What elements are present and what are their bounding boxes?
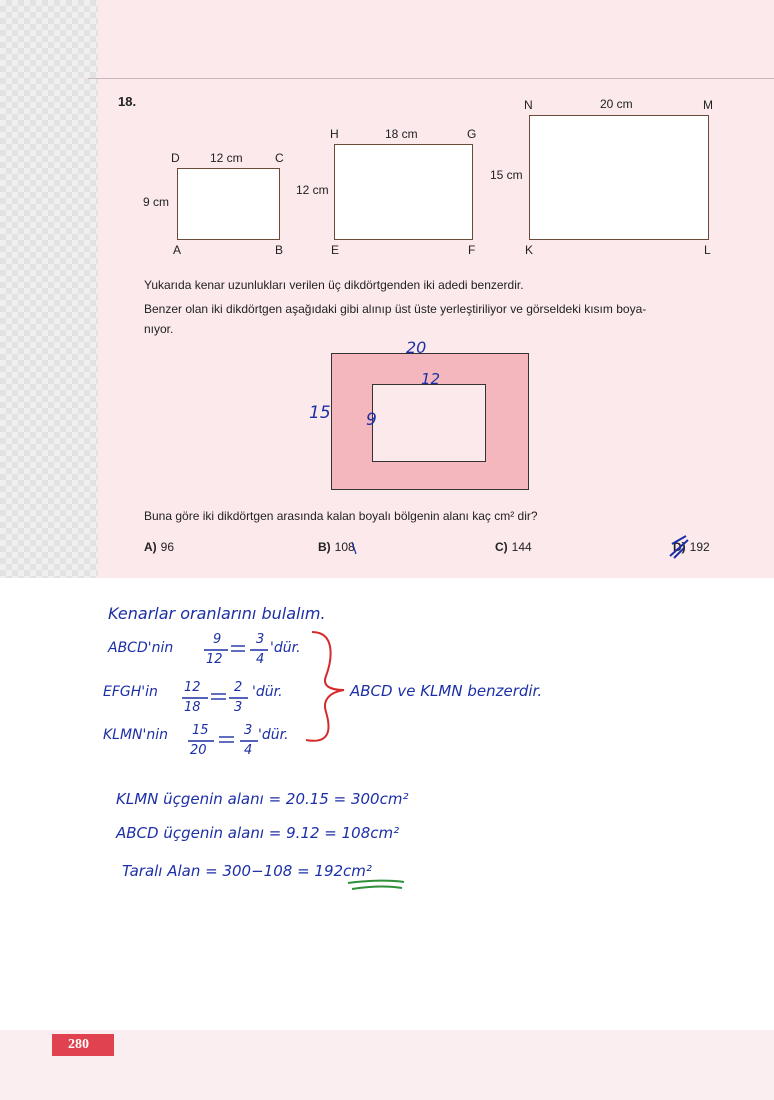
efgh-num2: 2 — [234, 680, 243, 695]
efgh-suffix: 'dür. — [252, 684, 283, 700]
page-number-badge: 280 — [52, 1034, 114, 1056]
abcd-den2: 4 — [256, 652, 265, 667]
label-l: L — [704, 243, 711, 257]
abcd-suffix: 'dür. — [270, 640, 301, 656]
option-c-value: 144 — [511, 540, 532, 554]
label-e: E — [331, 243, 340, 257]
question-text-line2: Benzer olan iki dikdörtgen aşağıdaki gibi alınıp üst üste yerleştiriliyor ve görseldeki kısım boya- — [144, 302, 647, 316]
abcd-ratio-prefix: ABCD'nin — [108, 640, 174, 656]
abcd-den1: 12 — [206, 652, 223, 667]
option-d-value: 192 — [689, 540, 710, 554]
klmn-num2: 3 — [244, 723, 253, 738]
abcd-top-length: 12 cm — [210, 151, 243, 165]
abcd-num1: 9 — [213, 632, 222, 647]
label-a: A — [173, 243, 182, 257]
question-text-line3: nıyor. — [144, 322, 174, 336]
footer-band — [0, 1030, 774, 1100]
hand-label-top-20: 20 — [406, 338, 427, 357]
area-abcd: ABCD üçgenin alanı = 9.12 = 108cm² — [116, 824, 400, 842]
option-b-letter: B) — [318, 540, 331, 554]
hand-label-inner-9: 9 — [366, 410, 377, 430]
klmn-suffix: 'dür. — [258, 727, 289, 743]
hand-label-left-15: 15 — [309, 403, 331, 423]
klmn-top-length: 20 cm — [600, 97, 633, 111]
solution-line-ratios: Kenarlar oranlarını bulalım. — [108, 604, 326, 623]
efgh-top-length: 18 cm — [385, 127, 418, 141]
option-b-value: 108 — [334, 540, 355, 554]
efgh-den2: 3 — [234, 700, 243, 715]
label-g: G — [467, 127, 477, 141]
klmn-den2: 4 — [244, 743, 253, 758]
label-d: D — [171, 151, 180, 165]
klmn-ratio-prefix: KLMN'nin — [103, 727, 169, 743]
shaded-area: Taralı Alan = 300−108 = 192cm² — [122, 862, 372, 880]
conclusion-similar: ABCD ve KLMN benzerdir. — [350, 682, 543, 700]
question-text-line1: Yukarıda kenar uzunlukları verilen üç dikdörtgenden iki adedi benzerdir. — [144, 278, 524, 292]
efgh-den1: 18 — [184, 700, 201, 715]
label-m: M — [703, 98, 713, 112]
option-c-letter: C) — [495, 540, 508, 554]
klmn-den1: 20 — [190, 743, 207, 758]
efgh-side-length: 12 cm — [296, 183, 329, 197]
abcd-side-length: 9 cm — [143, 195, 170, 209]
hand-label-inner-12: 12 — [421, 370, 441, 388]
label-f: F — [468, 243, 476, 257]
klmn-side-length: 15 cm — [490, 168, 523, 182]
efgh-num1: 12 — [184, 680, 201, 695]
efgh-ratio-prefix: EFGH'in — [103, 684, 158, 700]
question-number: 18. — [118, 94, 137, 109]
option-d-letter: D) — [673, 540, 686, 554]
label-c: C — [275, 151, 284, 165]
label-h: H — [330, 127, 339, 141]
abcd-num2: 3 — [256, 632, 265, 647]
area-klmn: KLMN üçgenin alanı = 20.15 = 300cm² — [116, 790, 409, 808]
option-a-letter: A) — [144, 540, 157, 554]
label-b: B — [275, 243, 284, 257]
question-prompt: Buna göre iki dikdörtgen arasında kalan boyalı bölgenin alanı kaç cm² dir? — [144, 509, 538, 523]
klmn-num1: 15 — [192, 723, 209, 738]
label-k: K — [525, 243, 534, 257]
option-a-value: 96 — [160, 540, 175, 554]
label-n: N — [524, 98, 533, 112]
